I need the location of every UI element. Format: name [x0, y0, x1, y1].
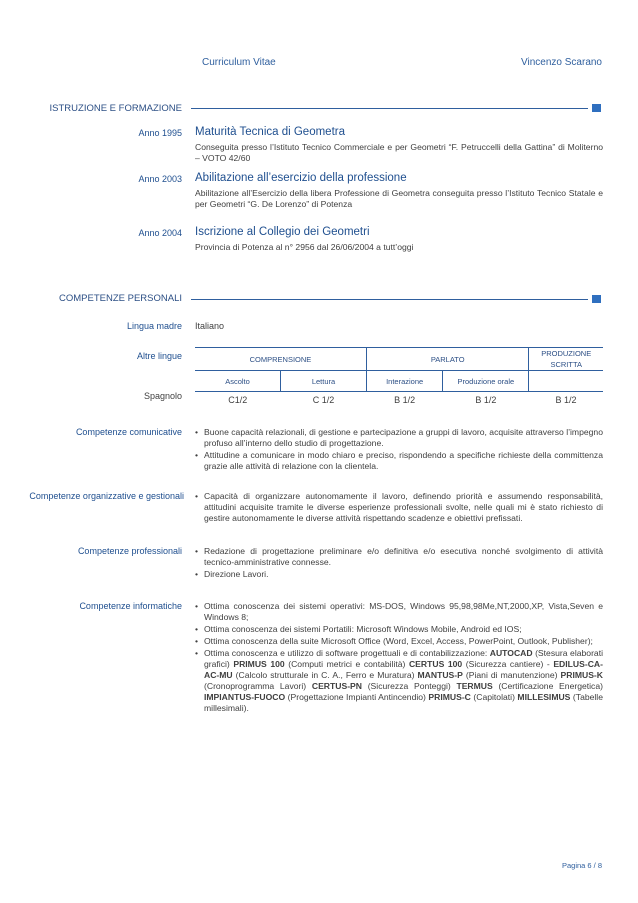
list-item: • Redazione di progettazione preliminare e/o definitiva e/o esecutiva nonché svolgimento di attività tecnico-amministrative connesse. [195, 546, 603, 568]
education-text-3: Provincia di Potenza al n° 2956 dal 26/06/2004 a tutt’oggi [195, 242, 414, 252]
software-name: CERTUS-PN [311, 681, 362, 691]
language-name: Spagnolo [143, 391, 182, 401]
mother-tongue-value: Italiano [195, 321, 225, 331]
level-interazione: B 1/2 [366, 392, 442, 409]
subheader-lettura: Lettura [281, 371, 367, 392]
header-author-name: Vincenzo Scarano [521, 57, 602, 68]
mother-tongue-label: Lingua madre [126, 321, 182, 331]
education-year-3: Anno 2004 [138, 228, 182, 238]
education-heading-3: Iscrizione al Collegio dei Geometri [195, 226, 370, 238]
other-languages-label: Altre lingue [136, 351, 182, 361]
software-name: MILLESIMUS [517, 692, 571, 702]
header-parlato: PARLATO [366, 348, 528, 371]
list-item: • Ottima conoscenza dei sistemi Portatili: Microsoft Windows Mobile, Android ed IOS; [195, 624, 603, 635]
software-description: (Stesura elaborati grafici) [204, 648, 604, 669]
education-year-1: Anno 1995 [138, 128, 182, 138]
list-item: • Direzione Lavori. [195, 569, 603, 580]
page-number: Pagina 6 / 8 [561, 861, 602, 870]
professional-skills-list [195, 546, 603, 581]
section-rule-personal [191, 299, 588, 300]
education-heading-1: Maturità Tecnica di Geometra [195, 126, 345, 138]
software-name: IMPIANTUS-FUOCO [204, 692, 286, 702]
software-description: Ottima conoscenza e utilizzo di software progettuali e di contabilizzazione: [204, 648, 490, 658]
level-produzione-scritta: B 1/2 [529, 392, 603, 409]
software-description: (Capitolati) [470, 692, 518, 702]
software-description: (Tabelle millesimali). [204, 692, 603, 713]
subheader-ascolto: Ascolto [195, 371, 281, 392]
software-description: (Calcolo strutturale in C. A., Ferro e Muratura) [232, 670, 418, 680]
education-entry-1 [195, 126, 603, 164]
software-list-item [195, 648, 603, 714]
communication-skills-list [195, 427, 603, 473]
organizational-skills-list [195, 491, 603, 525]
list-item: • Attitudine a comunicare in modo chiaro e preciso, rispondendo a specifiche richieste della committenza grazie alle attività di relazione con la clientela. [195, 450, 603, 472]
section-rule-education [191, 108, 588, 109]
software-name: AUTOCAD [489, 648, 533, 658]
list-item: • Capacità di organizzare autonomamente il lavoro, definendo priorità e assumendo responsabilità, attitudini acquisite tramite le diverse esperienze professionali svolte, nelle quali mi è stato richiesto di gestire autonomamente le diverse attività rispettando scadenze e obiettivi prefissati. [195, 491, 603, 524]
software-description: (Computi metrici e contabilità) [284, 659, 409, 669]
list-item: • Buone capacità relazionali, di gestione e partecipazione a gruppi di lavoro, acquisite attraverso l’impegno profuso all’interno dello studio di progettazione. [195, 427, 603, 449]
education-heading-2: Abilitazione all’esercizio della professione [195, 172, 407, 184]
header-produzione-scritta: PRODUZIONE SCRITTA [529, 348, 603, 371]
level-produzione-orale: B 1/2 [443, 392, 529, 409]
software-name: EDILUS-CA-AC-MU [204, 659, 603, 680]
subheader-empty [529, 371, 603, 392]
level-lettura: C 1/2 [281, 392, 367, 409]
education-text-2: Abilitazione all’Esercizio della libera Professione di Geometra conseguita presso l’Istituto Tecnico Statale e per Geometri “G. De Lorenzo” di Potenza [195, 188, 603, 209]
subheader-produzione-orale: Produzione orale [443, 371, 529, 392]
software-description: (Sicurezza Ponteggi) [362, 681, 457, 691]
software-description: (Cronoprogramma Lavori) [204, 681, 312, 691]
software-description: (Certificazione Energetica) [492, 681, 603, 691]
computer-skills-label: Competenze informatiche [79, 601, 182, 611]
section-title-personal: COMPETENZE PERSONALI [59, 293, 182, 304]
organizational-skills-label: Competenze organizzative e gestionali [29, 491, 184, 501]
subheader-interazione: Interazione [366, 371, 442, 392]
software-description: (Sicurezza cantiere) - [462, 659, 554, 669]
section-marker-education [592, 104, 601, 112]
header-comprensione: COMPRENSIONE [195, 348, 366, 371]
section-title-education: ISTRUZIONE E FORMAZIONE [49, 103, 182, 114]
software-description: (Progettazione Impianti Antincendio) [285, 692, 429, 702]
language-table [195, 347, 603, 408]
education-entry-2 [195, 172, 603, 210]
professional-skills-label: Competenze professionali [77, 546, 182, 556]
education-text-1: Conseguita presso l’Istituto Tecnico Commerciale e per Geometri “F. Petruccelli della Gattina” di Moliterno – VOTO 42/60 [195, 142, 603, 163]
list-item: • Ottima conoscenza della suite Microsoft Office (Word, Excel, Access, PowerPoint, Outlook, Publisher); [195, 636, 603, 647]
software-name: PRIMUS 100 [233, 659, 285, 669]
communication-skills-label: Competenze comunicative [75, 427, 182, 437]
level-ascolto: C1/2 [195, 392, 281, 409]
software-description: (Piani di manutenzione) [462, 670, 561, 680]
software-name: PRIMUS-C [428, 692, 471, 702]
software-name: PRIMUS-K [560, 670, 603, 680]
software-name: TERMUS [456, 681, 493, 691]
header-doc-title: Curriculum Vitae [202, 57, 276, 68]
software-name: CERTUS 100 [408, 659, 463, 669]
software-name: MANTUS-P [417, 670, 463, 680]
section-marker-personal [592, 295, 601, 303]
list-item: • Ottima conoscenza dei sistemi operativi: MS-DOS, Windows 95,98,98Me,NT,2000,XP, Vista,Seven e Windows 8; [195, 601, 603, 623]
computer-skills-list [195, 601, 603, 715]
education-year-2: Anno 2003 [138, 174, 182, 184]
education-entry-3 [195, 226, 603, 253]
